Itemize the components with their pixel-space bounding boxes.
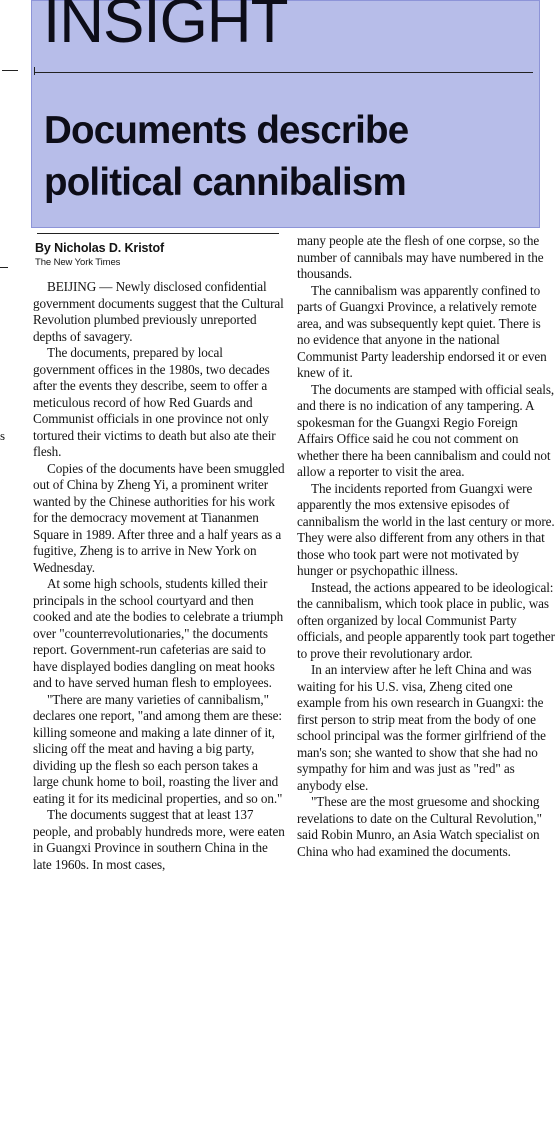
- byline-rule: [37, 233, 279, 234]
- paragraph: The cannibalism was apparently confined to parts of Guangxi Province, a relatively remote area, and was subsequently kept quiet. There is no evidence that anyone in the national Communist Party leadership endorsed it or even knew of it.: [297, 282, 547, 380]
- article-header: [31, 0, 540, 228]
- header-tick: [34, 67, 35, 75]
- paragraph: The documents, prepared by local government offices in the 1980s, two decades after the events they describe, seem to offer a meticulous record of how Red Guards and Communist officials in one province not only tortured their victims to death but also ate their flesh.: [33, 345, 276, 459]
- paragraph: many people ate the flesh of one corpse, so the number of cannibals may have numbered in the thousands.: [297, 233, 544, 281]
- paragraph: In an interview after he left China and was waiting for his U.S. visa, Zheng cited one example from his own research in Guangxi: the first person to strip meat from the body of one school principal was the former girlfriend of the man's son; she wanted to show that she had no sympathy for him and was just as "red" as anybody else.: [297, 662, 546, 793]
- paragraph: Copies of the documents have been smuggled out of China by Zheng Yi, a prominent writer wanted by the Chinese authorities for his work for the democracy movement at Tiananmen Square in 1989. After three and a half years as a fugitive, Zheng is to arrive in New York on Wednesday.: [33, 460, 285, 575]
- paragraph: The documents suggest that at least 137 people, and probably hundreds more, were eaten in Guangxi Province in southern China in the late 1960s. In most cases,: [33, 807, 285, 872]
- paragraph: BEIJING — Newly disclosed confidential government documents suggest that the Cultural Revolution plumbed previously unreported depths of savagery.: [33, 279, 284, 344]
- paragraph: The incidents reported from Guangxi were apparently the mos extensive episodes of cannibalism the world in the last century or more. They were also different from any others in that those who took part were not motivated by hunger or psychopathic illness.: [297, 480, 555, 578]
- margin-rule: [0, 267, 8, 268]
- header-rule: [35, 72, 533, 73]
- margin-fragment: s: [0, 428, 6, 443]
- headline: Documents describe political cannibalism: [44, 109, 409, 204]
- paragraph: "There are many varieties of cannibalism," declares one report, "and among them are these: killing someone and making a late dinner of it, slicing off the meat and having a big party, dividing up the flesh so each person takes a large chunk home to boil, roasting the liver and eating it for its medicinal properties, and so on.": [33, 691, 283, 806]
- source-credit: The New York Times: [35, 257, 121, 268]
- paragraph: At some high schools, students killed their principals in the school courtyard and then cooked and ate the bodies to celebrate a triumph over "counterrevolutionaries," the documents report. Government-run cafeterias are said to have displayed bodies dangling on meat hooks and to have served human flesh to employees.: [33, 576, 284, 690]
- article-column-left: [33, 233, 286, 873]
- byline: By Nicholas D. Kristof: [35, 241, 165, 255]
- paragraph: Instead, the actions appeared to be ideological: the cannibalism, which took place in public, was often organized by local Communist Party officials, and people apparently took part together to prove their revolutionary ardor.: [297, 579, 555, 661]
- margin-rule: [2, 70, 18, 71]
- paragraph: "These are the most gruesome and shocking revelations to date on the Cultural Revolution," said Robin Munro, an Asia Watch specialist on China who had examined the documents.: [297, 794, 542, 859]
- section-label: INSIGHT: [43, 0, 288, 56]
- paragraph: The documents are stamped with official seals, and there is no indication of any tampering. A spokesman for the Guangxi Regio Foreign Affairs Office said he cou not comment on whether there ha been cannibalism and could not allow a reporter to visit the area.: [297, 381, 555, 479]
- article-column-right: [297, 233, 555, 860]
